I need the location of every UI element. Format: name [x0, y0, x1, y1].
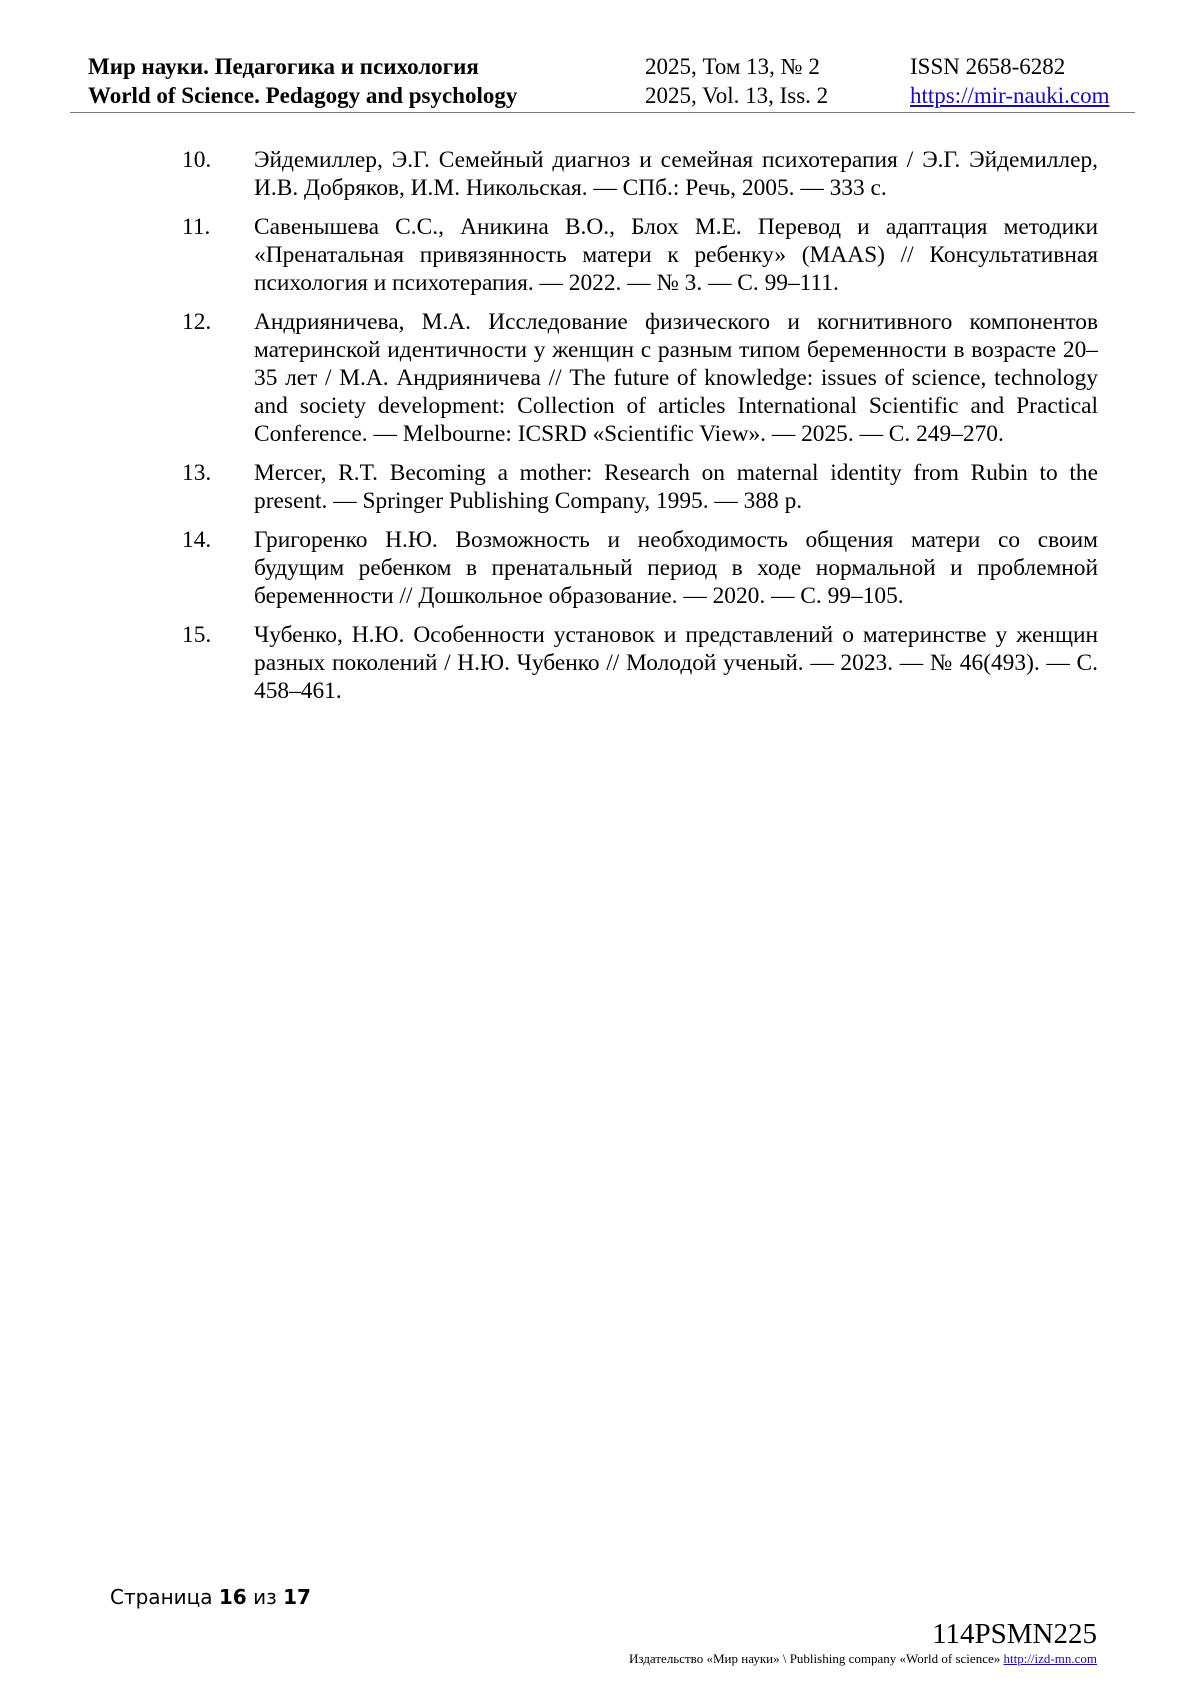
page-of: из — [253, 1585, 277, 1609]
journal-title-ru: Мир науки. Педагогика и психология — [88, 54, 479, 79]
publisher-footer — [629, 1651, 1097, 1667]
issue-block — [645, 52, 828, 110]
reference-number: 12. — [182, 309, 212, 335]
reference-text: Григоренко Н.Ю. Возможность и необходимость общения матери со своим будущим ребенком в пренатальный период в ходе нормальной и проблемной беременности // Дошкольное образование. — 2020. — С. 99–105. — [254, 527, 1098, 609]
issue-ru: 2025, Том 13, № 2 — [645, 54, 820, 79]
publisher-text: Издательство «Мир науки» \ Publishing company «World of science» — [629, 1651, 1001, 1666]
reference-number: 11. — [182, 214, 211, 240]
reference-text: Андрияничева, М.А. Исследование физического и когнитивного компонентов материнской идентичности у женщин с разным типом беременности в возрасте 20–35 лет / М.А. Андрияничева // The future of knowledge: issues of science, technology and society development: Collection of articles International Scientific and Practical Conference. — Melbourne: ICSRD «Scientific View». — 2025. — С. 249–270. — [254, 309, 1098, 447]
journal-title-en: World of Science. Pedagogy and psychology — [88, 83, 518, 108]
reference-text: Чубенко, Н.Ю. Особенности установок и представлений о материнстве у женщин разных поколений / Н.Ю. Чубенко // Молодой ученый. — 2023. — № 46(493). — С. 458–461. — [254, 622, 1098, 704]
reference-list — [182, 146, 1098, 716]
page-label: Страница — [110, 1585, 213, 1609]
publisher-url-link[interactable]: http://izd-mn.com — [1003, 1651, 1097, 1666]
reference-item — [182, 621, 1098, 705]
reference-item — [182, 213, 1098, 297]
page-number — [110, 1585, 311, 1609]
reference-text: Эйдемиллер, Э.Г. Семейный диагноз и семейная психотерапия / Э.Г. Эйдемиллер, И.В. Добряков, И.М. Никольская. — СПб.: Речь, 2005. — 333 с. — [254, 147, 1098, 201]
reference-text: Mercer, R.T. Becoming a mother: Research on maternal identity from Rubin to the present. — Springer Publishing Company, 1995. — 388 p. — [254, 460, 1098, 514]
reference-item — [182, 146, 1098, 202]
issn-block — [910, 52, 1110, 110]
reference-number: 10. — [182, 147, 212, 173]
reference-number: 13. — [182, 460, 212, 486]
reference-item — [182, 308, 1098, 448]
reference-item — [182, 526, 1098, 610]
reference-item — [182, 459, 1098, 515]
article-code: 114PSMN225 — [932, 1618, 1097, 1650]
issue-en: 2025, Vol. 13, Iss. 2 — [645, 83, 829, 108]
page-current: 16 — [218, 1585, 247, 1609]
journal-header — [70, 52, 1135, 113]
journal-url-link[interactable]: https://mir-nauki.com — [910, 83, 1110, 108]
reference-text: Савенышева С.С., Аникина В.О., Блох М.Е. Перевод и адаптация методики «Пренатальная привязянность матери к ребенку» (MAAS) // Консультативная психология и психотерапия. — 2022. — № 3. — С. 99–111. — [254, 214, 1098, 296]
issn: ISSN 2658-6282 — [910, 54, 1066, 79]
page-total: 17 — [283, 1585, 311, 1609]
journal-title-block — [88, 52, 517, 110]
reference-number: 15. — [182, 622, 212, 648]
reference-number: 14. — [182, 527, 212, 553]
